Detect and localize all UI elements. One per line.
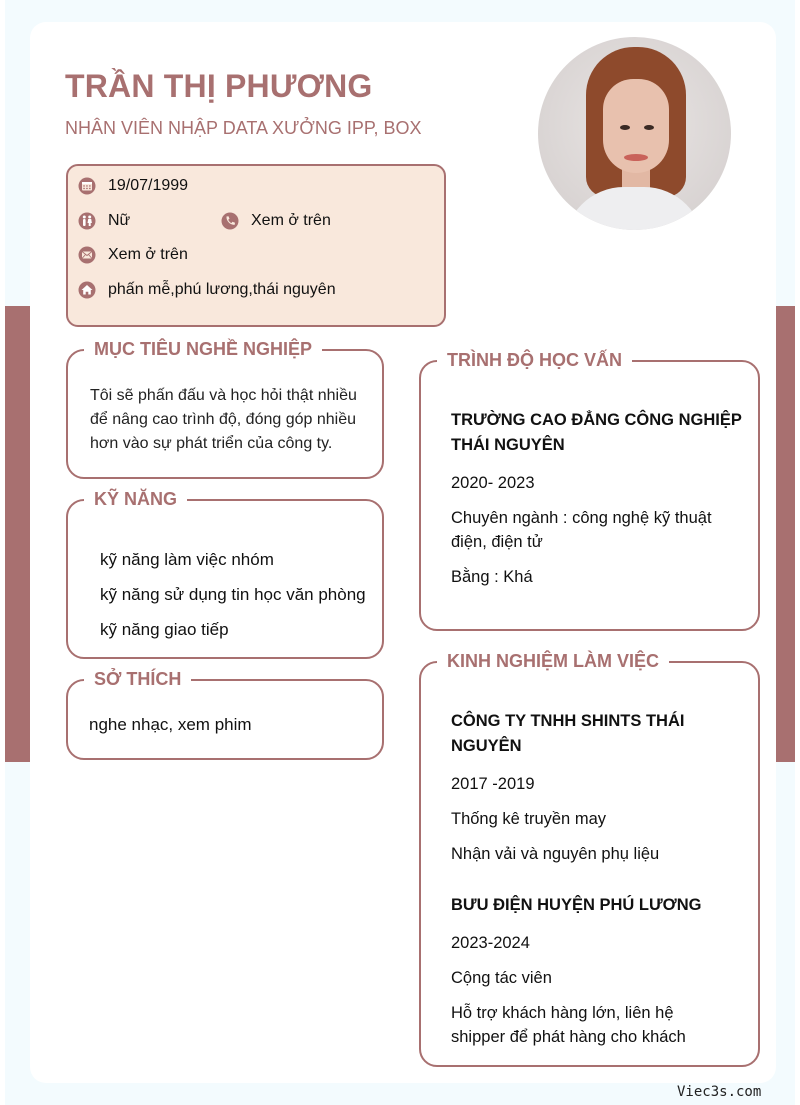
experience-title: KINH NGHIỆM LÀM VIỆC: [437, 649, 669, 673]
contact-info-box: [66, 164, 446, 327]
hobbies-section: [66, 669, 384, 760]
objective-section: [66, 339, 384, 479]
candidate-name: TRẦN THỊ PHƯƠNG: [65, 68, 373, 104]
skill-item: kỹ năng giao tiếp: [100, 620, 229, 639]
objective-text: Tôi sẽ phấn đấu và học hỏi thật nhiều để nâng cao trình độ, đóng góp nhiều hơn vào sự phát triển của công ty.: [90, 387, 357, 452]
education-degree: Bằng : Khá: [451, 568, 533, 586]
email-value: Xem ở trên: [108, 246, 188, 263]
contact-email: [78, 246, 188, 264]
birthday-value: 19/07/1999: [108, 177, 189, 194]
job-company: CÔNG TY TNHH SHINTS THÁI NGUYÊN: [451, 712, 685, 755]
phone-icon: [221, 212, 239, 230]
school-name: TRƯỜNG CAO ĐẲNG CÔNG NGHIỆP THÁI NGUYÊN: [451, 411, 742, 454]
hobbies-title: SỞ THÍCH: [84, 667, 191, 691]
education-major: Chuyên ngành : công nghệ kỹ thuật điện, điện tử: [451, 509, 712, 551]
job-company: BƯU ĐIỆN HUYỆN PHÚ LƯƠNG: [451, 896, 702, 914]
gender-icon: [78, 212, 96, 230]
job-period: 2023-2024: [451, 934, 530, 952]
job-detail: Thống kê truyền may: [451, 810, 606, 828]
accent-band-right: [776, 306, 795, 762]
education-section: [419, 350, 760, 631]
gender-value: Nữ: [108, 212, 131, 229]
accent-band-left: [5, 306, 30, 762]
hobbies-text: nghe nhạc, xem phim: [89, 715, 252, 734]
address-value: phấn mễ,phú lương,thái nguyên: [108, 281, 336, 298]
watermark: Viec3s.com: [677, 1084, 762, 1100]
job-period: 2017 -2019: [451, 775, 535, 793]
contact-address: [78, 281, 336, 299]
home-icon: [78, 281, 96, 299]
contact-gender: [78, 212, 130, 230]
skill-item: kỹ năng sử dụng tin học văn phòng: [100, 585, 366, 604]
education-period: 2020- 2023: [451, 474, 535, 492]
profile-photo: [538, 37, 731, 230]
skills-title: KỸ NĂNG: [84, 487, 187, 511]
skill-item: kỹ năng làm việc nhóm: [100, 550, 274, 569]
objective-title: MỤC TIÊU NGHỀ NGHIỆP: [84, 337, 322, 361]
envelope-icon: [78, 246, 96, 264]
education-title: TRÌNH ĐỘ HỌC VẤN: [437, 348, 632, 372]
contact-phone: [221, 212, 331, 230]
skills-section: [66, 489, 384, 659]
job-detail: Cộng tác viên: [451, 969, 552, 987]
job-detail: Nhận vải và nguyên phụ liệu: [451, 845, 660, 863]
job-detail: Hỗ trợ khách hàng lớn, liên hệ shipper để phát hàng cho khách: [451, 1004, 686, 1046]
calendar-icon: [78, 177, 96, 195]
job-title: NHÂN VIÊN NHẬP DATA XƯỞNG IPP, BOX: [65, 118, 422, 138]
contact-birthday: [78, 177, 188, 195]
phone-value: Xem ở trên: [251, 212, 331, 229]
experience-section: [419, 651, 760, 1067]
